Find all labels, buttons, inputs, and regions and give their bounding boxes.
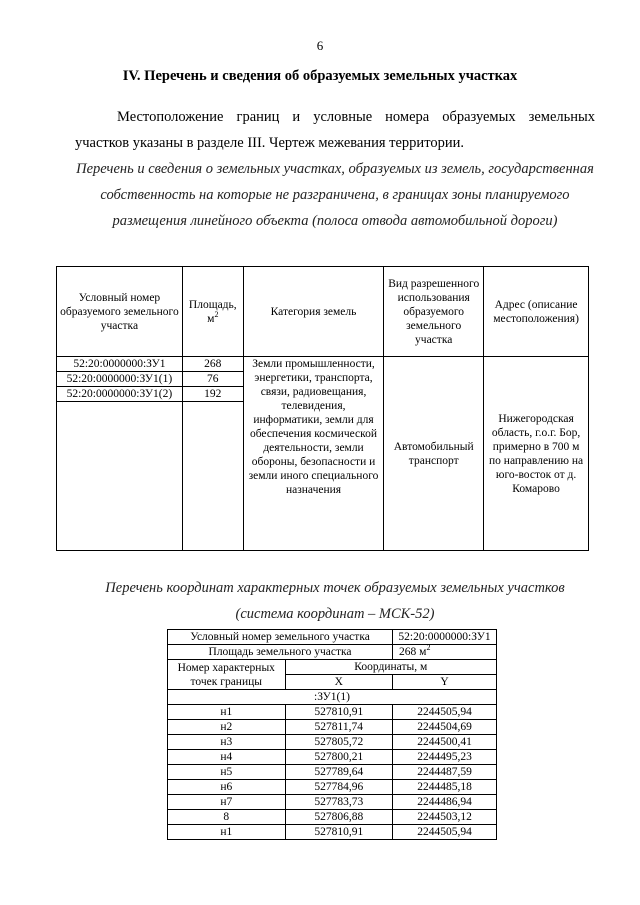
point-x: 527810,91 [285,705,393,720]
coordinates-table [167,629,497,840]
header-area [182,267,243,357]
point-name: н3 [168,735,286,750]
coords-area-row [168,645,497,660]
x-header: X [285,675,393,690]
land-category: Земли промышленности, энергетики, транспорта, связи, радиовещания, телевидения, информатики, земли для обеспечения космической деятельности, земли обороны, безопасности и земли иного специального назначения [243,357,384,551]
coordinates-caption-line1: Перечень координат характерных точек образуемых земельных участков [105,580,565,596]
header-number: Условный номер образуемого земельного участка [57,267,183,357]
number-label: Условный номер земельного участка [168,630,393,645]
area-label: Площадь земельного участка [168,645,393,660]
parcels-header-row [57,267,589,357]
point-row [168,750,497,765]
section-heading: IV. Перечень и сведения об образуемых земельных участках [122,68,518,84]
header-category: Категория земель [243,267,384,357]
area-value-sup: 2 [426,643,431,653]
intro-paragraph: Местоположение границ и условные номера образуемых земельных участков указаны в разделе III. Чертеж межевания территории. [75,109,595,151]
coords-header: Координаты, м [285,660,496,675]
parcel-area: 268 [182,357,243,372]
parcels-table [56,266,589,551]
point-row [168,810,497,825]
point-name: н5 [168,765,286,780]
point-header: Номер характерных точек границы [168,660,286,690]
point-y: 2244485,18 [393,780,497,795]
y-header: Y [393,675,497,690]
point-x: 527805,72 [285,735,393,750]
point-x: 527810,91 [285,825,393,840]
parcel-list-caption: Перечень и сведения о земельных участках, образуемых из земель, государственная собственность на которые не разграничена, в границах зоны планируемого размещения линейного объекта (полоса отвода автомобильной дороги) [76,161,594,229]
point-row [168,765,497,780]
area-value [393,645,497,660]
point-x: 527800,21 [285,750,393,765]
subparcel-label: :ЗУ1(1) [168,690,497,705]
points-body [168,705,497,840]
page-number: 6 [316,38,324,53]
coords-number-row [168,630,497,645]
parcel-number: 52:20:0000000:ЗУ1(2) [57,387,183,402]
point-name: н1 [168,705,286,720]
parcel-area: 192 [182,387,243,402]
parcel-number: 52:20:0000000:ЗУ1 [57,357,183,372]
point-name: н6 [168,780,286,795]
number-value: 52:20:0000000:ЗУ1 [393,630,497,645]
area-value-text: 268 м [399,646,427,658]
point-row [168,780,497,795]
point-name: н1 [168,825,286,840]
point-name: 8 [168,810,286,825]
permitted-use: Автомобильный транспорт [384,357,484,551]
empty-cell [182,402,243,551]
point-name: н2 [168,720,286,735]
point-x: 527784,96 [285,780,393,795]
point-y: 2244500,41 [393,735,497,750]
point-name: н7 [168,795,286,810]
point-x: 527789,64 [285,765,393,780]
point-y: 2244486,94 [393,795,497,810]
point-row [168,795,497,810]
empty-cell [57,402,183,551]
header-area-sup: 2 [214,309,219,319]
subparcel-row [168,690,497,705]
point-row [168,825,497,840]
point-x: 527806,88 [285,810,393,825]
parcel-address: Нижегородская область, г.о.г. Бор, примерно в 700 м по направлению на юго-восток от д. Комарово [484,357,589,551]
coordinates-caption [75,575,595,627]
parcel-row [57,357,589,372]
point-row [168,705,497,720]
point-y: 2244487,59 [393,765,497,780]
header-address: Адрес (описание местоположения) [484,267,589,357]
point-name: н4 [168,750,286,765]
parcel-area: 76 [182,372,243,387]
point-row [168,720,497,735]
point-y: 2244505,94 [393,825,497,840]
point-y: 2244505,94 [393,705,497,720]
coords-header-row [168,660,497,675]
header-area-label: Площадь, м [188,298,237,325]
point-row [168,735,497,750]
coordinates-caption-line2: (система координат – МСК-52) [235,606,435,622]
point-y: 2244495,23 [393,750,497,765]
header-use: Вид разрешенного использования образуемого земельного участка [384,267,484,357]
point-y: 2244503,12 [393,810,497,825]
point-x: 527783,73 [285,795,393,810]
point-y: 2244504,69 [393,720,497,735]
point-x: 527811,74 [285,720,393,735]
parcel-number: 52:20:0000000:ЗУ1(1) [57,372,183,387]
